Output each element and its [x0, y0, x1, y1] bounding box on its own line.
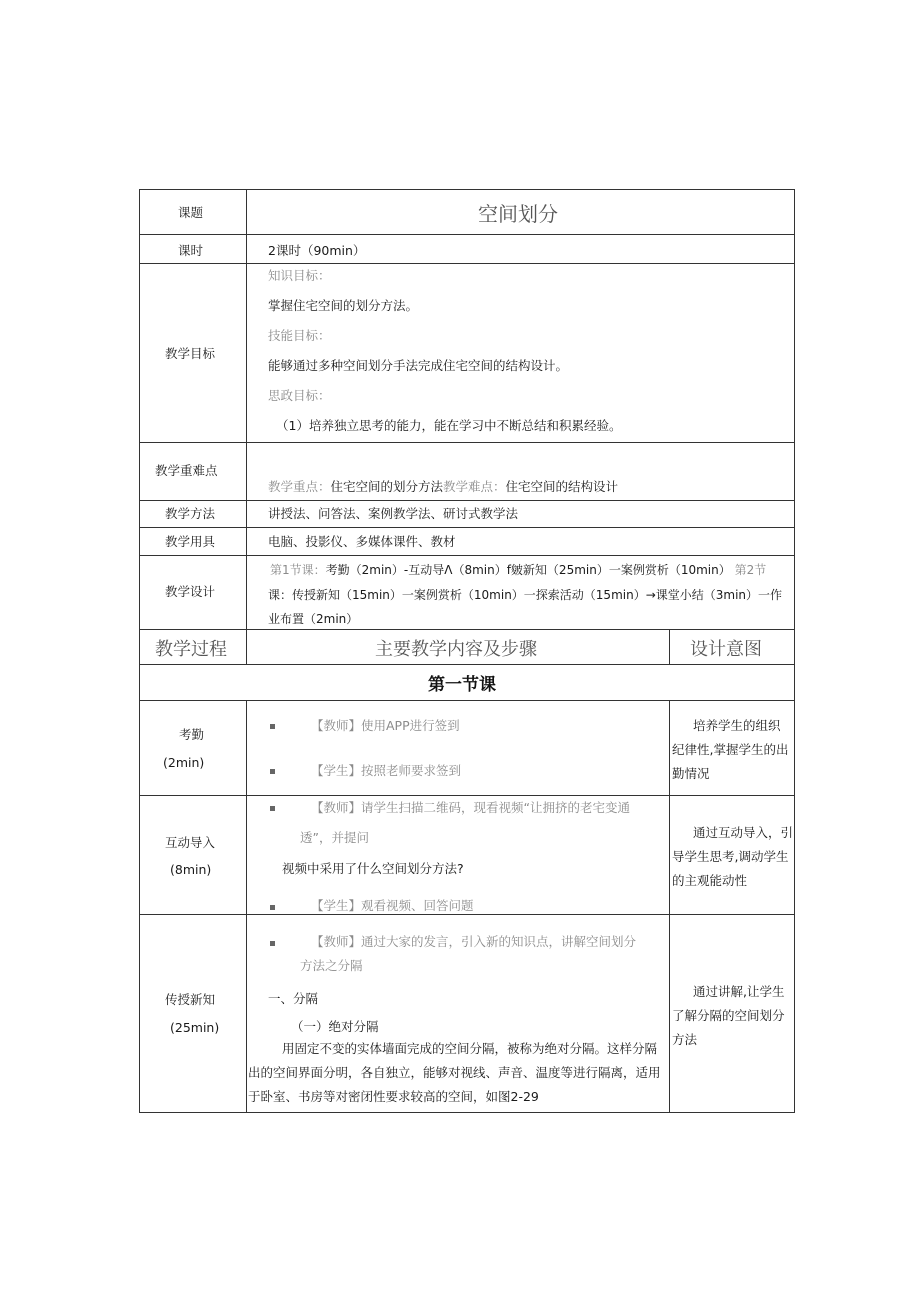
knowledge-objective-heading: 知识目标： — [268, 268, 331, 283]
bullet-icon — [270, 724, 275, 729]
attendance-teacher-bullet: 【教师】使用APP进行签到 — [311, 718, 460, 733]
design-line-2: 课：传授新知（15min）一案例赏析（10min）一探索活动（15min）→课堂小结（3min）一作 — [268, 588, 783, 602]
design-session1-heading: 第1节课： — [270, 563, 326, 577]
process-col-header: 教学过程 — [155, 639, 227, 660]
intro-student-bullet: 【学生】观看视频、回答问题 — [311, 898, 474, 913]
attendance-step-name: 考勤 — [179, 727, 205, 742]
row-divider — [139, 442, 795, 443]
methods-value: 讲授法、问答法、案例教学法、研讨式教学法 — [268, 506, 519, 521]
column-divider — [246, 700, 247, 1113]
ideology-objective-text: （1）培养独立思考的能力，能在学习中不断总结和积累经验。 — [276, 418, 622, 433]
bullet-icon — [270, 769, 275, 774]
table-border-right — [794, 189, 795, 1113]
intro-question: 视频中采用了什么空间划分方法? — [282, 861, 464, 876]
heading-absolute-partition: （一）绝对分隔 — [291, 1019, 379, 1034]
new-knowledge-teacher-bullet-line-1: 【教师】通过大家的发言，引入新的知识点，讲解空间划分 — [311, 934, 637, 949]
row-divider — [139, 500, 795, 501]
bullet-icon — [270, 905, 275, 910]
key-points-label: 教学重难点 — [155, 463, 218, 478]
skill-objective-text: 能够通过多种空间划分手法完成住宅空间的结构设计。 — [268, 358, 569, 373]
column-divider — [246, 189, 247, 665]
new-knowledge-intent-line-3: 方法 — [672, 1032, 698, 1047]
section-title: 第一节课 — [428, 675, 496, 695]
topic-title: 空间划分 — [478, 202, 558, 226]
heading-partition: 一、分隔 — [268, 991, 319, 1006]
row-divider — [139, 795, 795, 796]
row-divider — [139, 629, 795, 630]
intro-intent-line-1: 通过互动导入，引 — [693, 825, 794, 840]
row-divider — [139, 527, 795, 528]
column-divider — [669, 629, 670, 665]
key-points-line — [268, 479, 618, 495]
hours-value: 2课时（90min） — [268, 243, 366, 258]
difficult-point-heading: 教学难点： — [443, 479, 506, 494]
difficult-point-text: 住宅空间的结构设计 — [505, 479, 619, 494]
row-divider — [139, 700, 795, 701]
intent-col-header: 设计意图 — [690, 639, 762, 660]
row-divider — [139, 263, 795, 264]
design-label: 教学设计 — [165, 584, 216, 599]
design-line-3: 业布置（2min） — [268, 612, 359, 626]
absolute-partition-paragraph: 用固定不变的实体墙面完成的空间分隔，被称为绝对分隔。这样分隔出的空间界面分明，各自独立，能够对视线、声音、温度等进行隔离，适用于卧室、书房等对密闭性要求较高的空间，如图2-29 — [248, 1041, 661, 1104]
table-border-top — [139, 189, 795, 190]
methods-label: 教学方法 — [165, 506, 216, 521]
key-point-heading: 教学重点： — [268, 479, 331, 494]
knowledge-objective-text: 掌握住宅空间的划分方法。 — [268, 298, 419, 313]
design-session1-text: 考勤（2min）-互动导Λ（8min）f皴新知（25min）一案例赏析（10min） — [325, 563, 731, 577]
attendance-intent-line-2: 纪律性,掌握学生的出 — [672, 742, 789, 757]
design-session2-heading: 第2节 — [734, 563, 767, 577]
table-border-bottom — [139, 1112, 795, 1113]
ideology-objective-heading: 思政目标： — [268, 388, 331, 403]
hours-label: 课时 — [178, 243, 204, 258]
attendance-step-time: (2min) — [163, 755, 205, 770]
row-divider — [139, 234, 795, 235]
row-divider — [139, 555, 795, 556]
bullet-icon — [270, 941, 275, 946]
table-border-left — [139, 189, 140, 1113]
design-line-1 — [270, 562, 766, 578]
intro-teacher-bullet-line-1: 【教师】请学生扫描二维码，现看视频“让拥挤的老宅变通 — [311, 800, 630, 815]
attendance-intent-line-1: 培养学生的组织 — [693, 718, 781, 733]
new-knowledge-teacher-bullet-line-2: 方法之分隔 — [300, 958, 363, 973]
content-col-header: 主要教学内容及步骤 — [375, 639, 537, 660]
objectives-label: 教学目标 — [165, 346, 216, 361]
attendance-intent-line-3: 勤情况 — [672, 766, 710, 781]
intro-teacher-bullet-line-2: 透”，并提问 — [300, 830, 369, 845]
intro-step-time: (8min) — [170, 862, 212, 877]
new-knowledge-step-time: (25min) — [170, 1020, 220, 1035]
tools-label: 教学用具 — [165, 534, 216, 549]
intro-intent-line-2: 导学生思考,调动学生 — [672, 849, 789, 864]
new-knowledge-step-name: 传授新知 — [165, 992, 216, 1007]
key-point-text: 住宅空间的划分方法 — [330, 479, 444, 494]
row-divider — [139, 914, 795, 915]
intro-step-name: 互动导入 — [165, 835, 216, 850]
new-knowledge-intent-line-2: 了解分隔的空间划分 — [672, 1008, 785, 1023]
topic-label: 课题 — [178, 205, 204, 220]
attendance-student-bullet: 【学生】按照老师要求签到 — [311, 763, 462, 778]
intro-intent-line-3: 的主观能动性 — [672, 873, 748, 888]
tools-value: 电脑、投影仪、多媒体课件、教材 — [268, 534, 456, 549]
bullet-icon — [270, 806, 275, 811]
new-knowledge-intent-line-1: 通过讲解,让学生 — [693, 984, 785, 999]
column-divider — [669, 700, 670, 1113]
skill-objective-heading: 技能目标： — [268, 328, 331, 343]
row-divider — [139, 664, 795, 665]
